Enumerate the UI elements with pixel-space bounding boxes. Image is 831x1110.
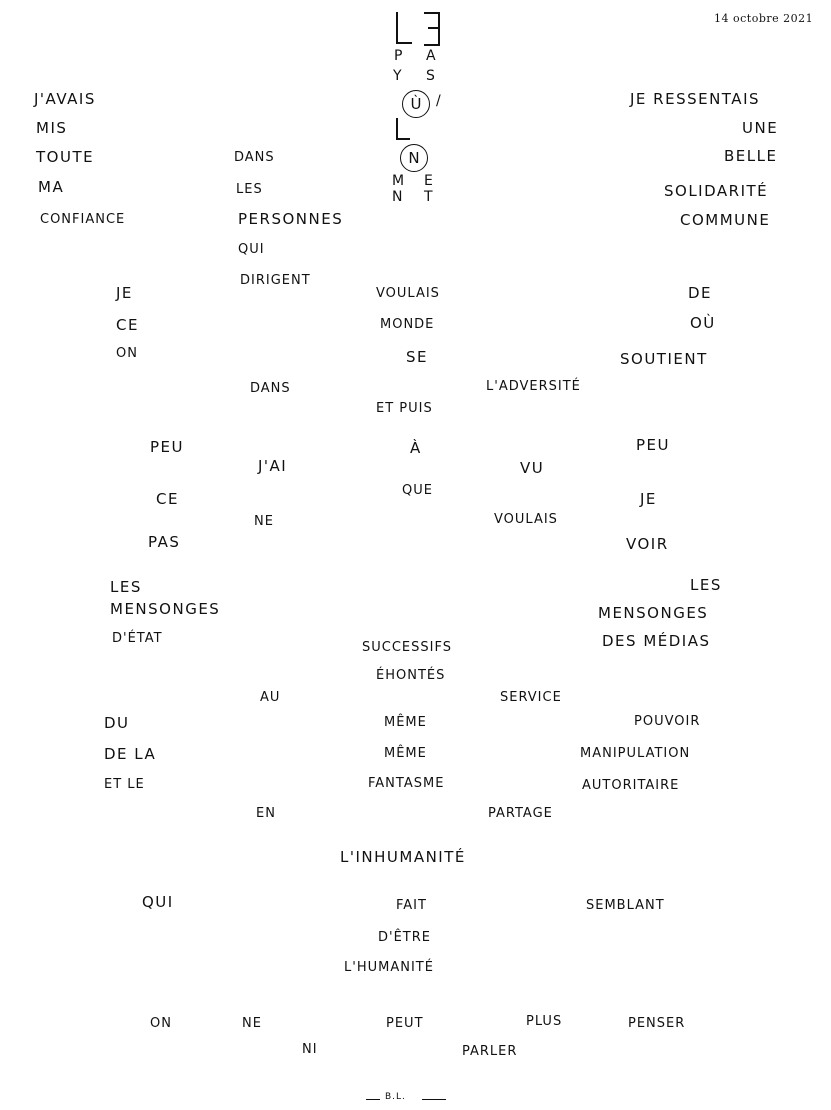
poem-word: FAIT xyxy=(396,898,427,913)
title-letter: Y xyxy=(393,68,402,84)
poem-word: MIS xyxy=(36,119,68,137)
title-letter: N xyxy=(408,149,420,167)
title-circled-letter xyxy=(402,90,430,118)
poem-word: DE LA xyxy=(104,745,157,763)
poem-word: LES xyxy=(110,578,142,596)
title-l-glyph xyxy=(396,118,410,140)
poem-word: L'INHUMANITÉ xyxy=(340,848,466,866)
poem-word: JE xyxy=(116,284,133,302)
poem-word: PEU xyxy=(636,436,671,454)
poem-word: PLUS xyxy=(526,1014,563,1029)
poem-word: VOULAIS xyxy=(494,512,558,527)
poem-word: FANTASME xyxy=(368,776,445,791)
poem-word: LES xyxy=(690,576,722,594)
title-l-glyph xyxy=(396,12,412,44)
title-circled-letter xyxy=(400,144,428,172)
title-mark: / xyxy=(436,93,441,109)
poem-word: PAS xyxy=(148,533,181,551)
poem-word: POUVOIR xyxy=(634,714,701,729)
signature-dash xyxy=(366,1099,380,1100)
poem-word: AUTORITAIRE xyxy=(582,778,680,793)
poem-word: COMMUNE xyxy=(680,211,771,229)
poem-word: À xyxy=(410,439,422,457)
poem-word: NE xyxy=(254,514,274,529)
poem-word: ON xyxy=(150,1016,172,1031)
title-e-bar xyxy=(428,27,438,29)
poem-word: SEMBLANT xyxy=(586,898,665,913)
title-letter: T xyxy=(424,189,433,205)
poem-word: MÊME xyxy=(384,715,427,730)
title-letter: N xyxy=(392,189,403,205)
poem-word: CE xyxy=(116,316,139,334)
poem-word: SOLIDARITÉ xyxy=(664,182,769,200)
poem-word: NI xyxy=(302,1042,318,1057)
poem-word: LES xyxy=(236,182,263,197)
signature-dash xyxy=(422,1099,446,1100)
poem-word: D'ÊTRE xyxy=(378,930,431,945)
poem-word: DANS xyxy=(234,150,275,165)
poem-word: DU xyxy=(104,714,130,732)
title-letter: P xyxy=(394,48,403,64)
poem-word: MENSONGES xyxy=(110,600,221,618)
signature: B.L. xyxy=(385,1092,406,1102)
poem-word: ET PUIS xyxy=(376,401,433,416)
poem-word: QUI xyxy=(142,893,174,911)
poem-word: AU xyxy=(260,690,281,705)
poem-word: L'ADVERSITÉ xyxy=(486,379,581,394)
poem-word: PARTAGE xyxy=(488,806,553,821)
poem-word: NE xyxy=(242,1016,262,1031)
poem-word: JE xyxy=(640,490,657,508)
poem-word: D'ÉTAT xyxy=(112,631,163,646)
poem-word: PARLER xyxy=(462,1044,518,1059)
poem-word: ÉHONTÉS xyxy=(376,668,446,683)
title-letter: E xyxy=(424,173,433,189)
poem-word: MENSONGES xyxy=(598,604,709,622)
poem-word: PEUT xyxy=(386,1016,424,1031)
poem-word: MA xyxy=(38,178,65,196)
poem-word: MANIPULATION xyxy=(580,746,691,761)
poem-word: BELLE xyxy=(724,147,778,165)
title-letter: Ù xyxy=(410,95,422,113)
poem-word: CONFIANCE xyxy=(40,212,126,227)
poem-word: DE xyxy=(688,284,713,302)
poem-word: QUE xyxy=(402,483,433,498)
poem-word: MONDE xyxy=(380,317,435,332)
title-letter: A xyxy=(426,48,436,64)
poem-word: CE xyxy=(156,490,179,508)
date: 14 octobre 2021 xyxy=(714,12,814,25)
poem-word: PERSONNES xyxy=(238,210,344,228)
poem-word: SE xyxy=(406,348,428,366)
poem-word: ET LE xyxy=(104,777,145,792)
poem-word: DES MÉDIAS xyxy=(602,632,711,650)
poem-word: ON xyxy=(116,346,138,361)
poem-word: EN xyxy=(256,806,276,821)
poem-word: SERVICE xyxy=(500,690,562,705)
poem-word: MÊME xyxy=(384,746,427,761)
poem-word: DIRIGENT xyxy=(240,273,311,288)
poem-word: PENSER xyxy=(628,1016,686,1031)
poem-word: UNE xyxy=(742,119,779,137)
poem-word: VU xyxy=(520,459,545,477)
poem-word: SUCCESSIFS xyxy=(362,640,452,655)
poem-word: J'AI xyxy=(258,457,288,475)
poem-word: J'AVAIS xyxy=(34,90,96,108)
title-letter: M xyxy=(392,173,405,189)
poem-word: DANS xyxy=(250,381,291,396)
poem-word: QUI xyxy=(238,242,265,257)
title-letter: S xyxy=(426,68,435,84)
title-e-glyph xyxy=(424,12,440,46)
poem-word: VOIR xyxy=(626,535,669,553)
poem-word: JE RESSENTAIS xyxy=(630,90,761,108)
poem-word: VOULAIS xyxy=(376,286,440,301)
poem-word: SOUTIENT xyxy=(620,350,708,368)
poem-word: OÙ xyxy=(690,314,716,332)
poem-word: TOUTE xyxy=(36,148,95,166)
poem-word: L'HUMANITÉ xyxy=(344,960,434,975)
poem-word: PEU xyxy=(150,438,185,456)
